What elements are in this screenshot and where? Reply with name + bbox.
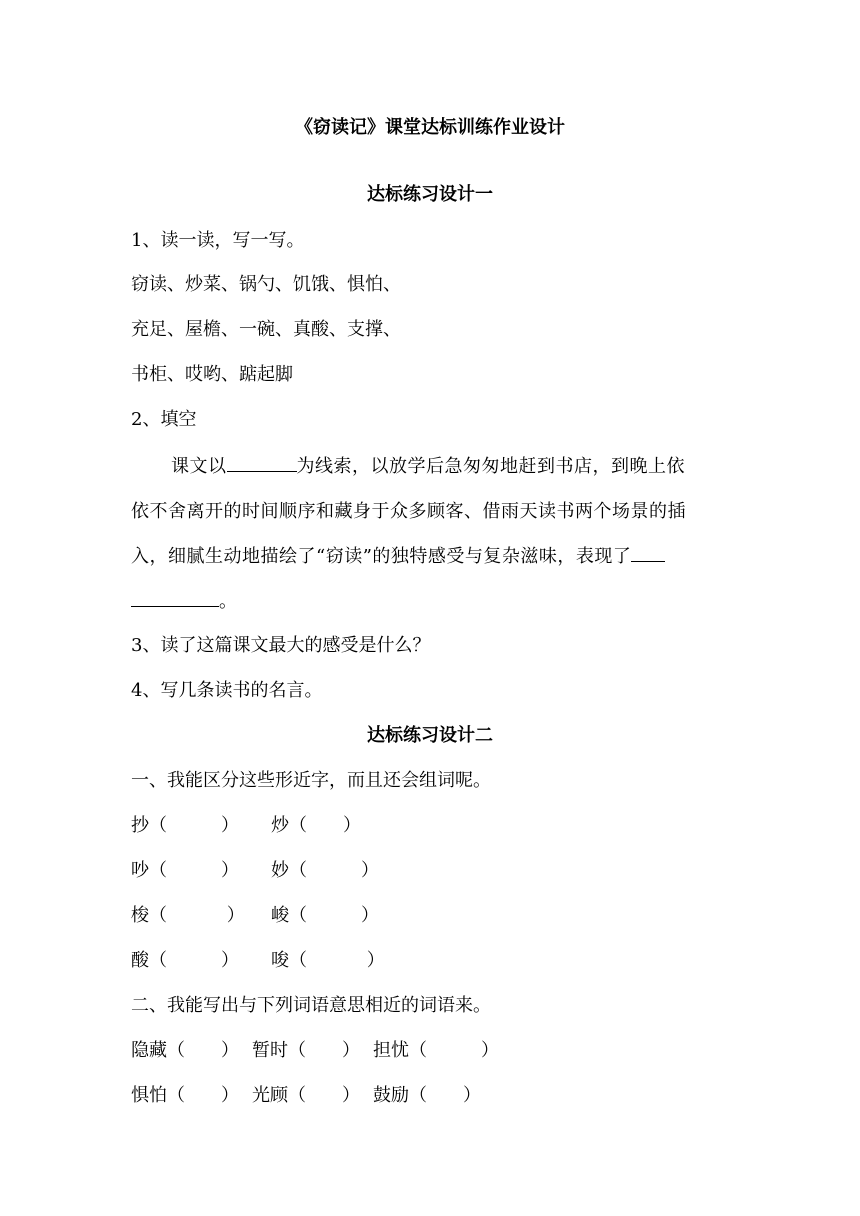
word-row-1: 窃读、炒菜、锅勺、饥饿、惧怕、 (131, 274, 401, 295)
question-3: 3、读了这篇课文最大的感受是什么？ (131, 635, 431, 656)
char-pair-4-left: 酸（ ） (131, 950, 239, 971)
synonym-3: 担忧（ ） (373, 1040, 499, 1061)
char-pair-1-right: 炒（ ） (271, 815, 361, 836)
char-pair-2-left: 吵（ ） (131, 860, 239, 881)
word-row-2: 充足、屋檐、一碗、真酸、支撑、 (131, 319, 401, 340)
fill-paragraph-line-4 (131, 590, 237, 614)
fill-text-end: 。 (219, 591, 237, 612)
fill-paragraph-line-2: 依不舍离开的时间顺序和藏身于众多顾客、借雨天读书两个场景的插 (131, 501, 686, 522)
page-title: 《窃读记》课堂达标训练作业设计 (295, 117, 565, 138)
char-pair-2-right: 妙（ ） (271, 860, 379, 881)
section2-heading: 达标练习设计二 (367, 725, 493, 746)
synonym-5: 光顾（ ） (252, 1085, 360, 1106)
question-2: 2、填空 (131, 409, 197, 430)
question-4: 4、写几条读书的名言。 (131, 680, 323, 701)
word-row-3: 书柜、哎哟、踮起脚 (131, 364, 293, 385)
section1-heading: 达标练习设计一 (367, 184, 493, 205)
fill-blank-2b[interactable] (131, 590, 219, 607)
part-1-instruction: 一、我能区分这些形近字，而且还会组词呢。 (131, 770, 491, 791)
synonym-2: 暂时（ ） (252, 1040, 360, 1061)
fill-paragraph-line-3 (131, 545, 665, 569)
synonym-1: 隐藏（ ） (131, 1040, 239, 1061)
char-pair-4-right: 唆（ ） (271, 950, 385, 971)
part-2-instruction: 二、我能写出与下列词语意思相近的词语来。 (131, 995, 491, 1016)
synonym-4: 惧怕（ ） (131, 1085, 239, 1106)
fill-paragraph-line-1 (171, 455, 685, 479)
fill-text-b: 为线索，以放学后急匆匆地赶到书店，到晚上依 (296, 456, 685, 477)
fill-text-a: 课文以 (171, 456, 227, 477)
fill-text-c: 入，细腻生动地描绘了“窃读”的独特感受与复杂滋味，表现了 (131, 546, 632, 567)
question-1: 1、读一读，写一写。 (131, 230, 305, 251)
char-pair-3-left: 梭（ ） (131, 905, 245, 926)
fill-blank-2a[interactable] (631, 545, 665, 562)
synonym-6: 鼓励（ ） (373, 1085, 481, 1106)
fill-blank-1[interactable] (227, 455, 297, 472)
char-pair-3-right: 峻（ ） (271, 905, 379, 926)
char-pair-1-left: 抄（ ） (131, 815, 239, 836)
